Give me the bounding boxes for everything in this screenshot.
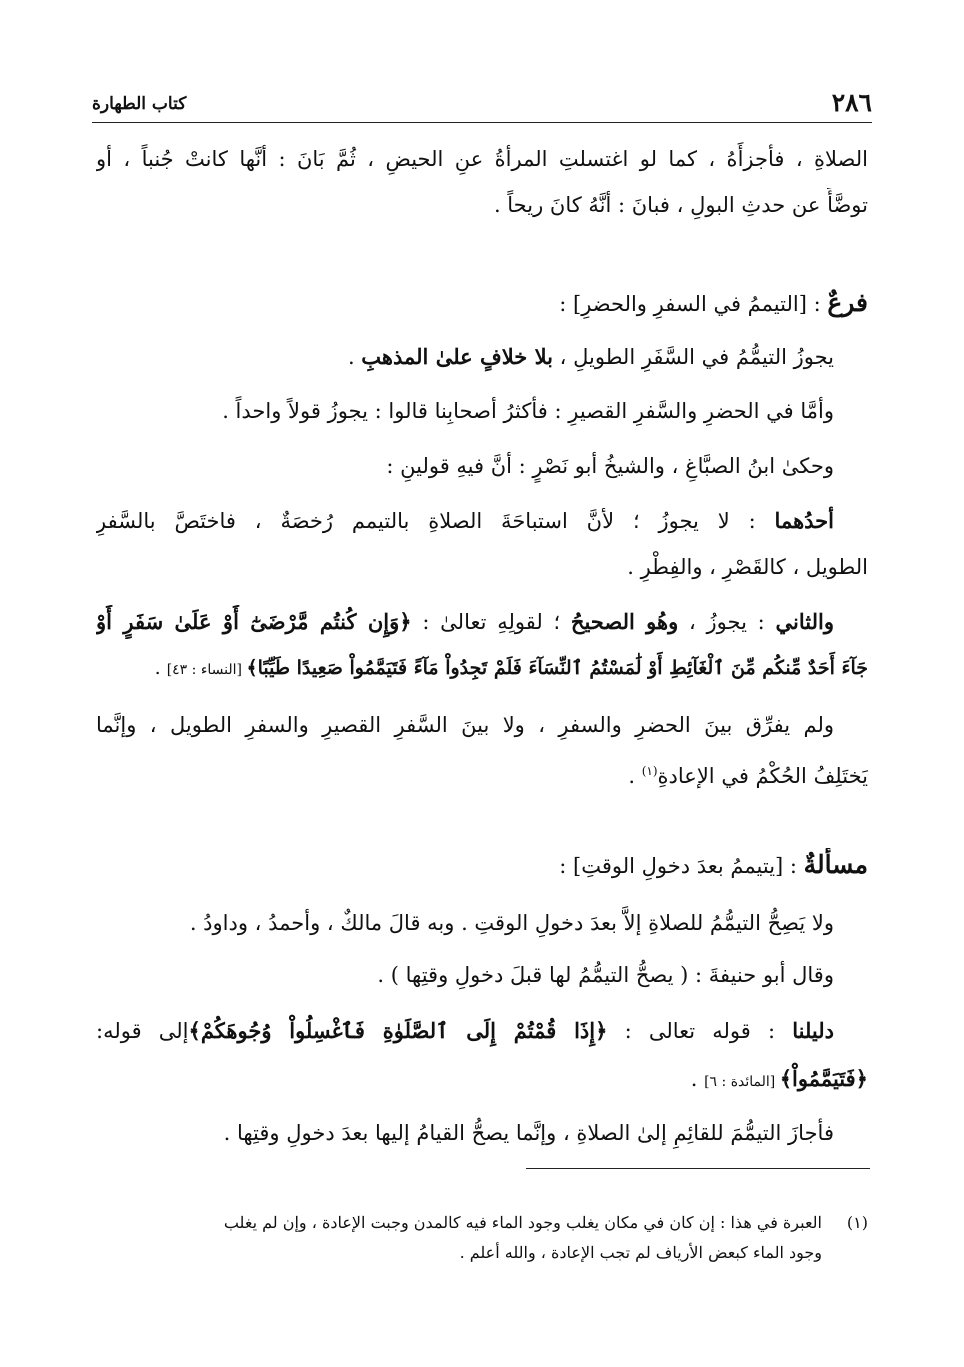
text-run: ولم يفرِّق بينَ الحضرِ والسفرِ ، ولا بينَ السَّفرِ القصيرِ والسفرِ الطويل ، وإنَّما (96, 713, 834, 737)
paragraph-line: الطويل ، كالقَصْرِ ، والفِطْرِ . (627, 555, 868, 579)
section-heading (96, 848, 868, 883)
paragraph-line (96, 504, 868, 538)
paragraph-line (96, 340, 834, 374)
text-run: : لا يجوزُ ؛ لأنَّ استباحَةَ الصلاةِ بالتيمم رُخصَةٌ ، فاختَصَّ بالسَّفرِ (96, 509, 775, 533)
bold-run: وهُو الصحيحُ (570, 609, 679, 634)
paragraph-line: ولا يَصِحُّ التيمُّمُ للصلاةِ إلاَّ بعدَ دخولِ الوقتِ . وبه قالَ مالكٌ ، وأحمدُ ، وداودُ . (189, 911, 834, 935)
running-title: كتاب الطهارة (92, 94, 187, 114)
text-run: ؛ لقولِهِ تعالىٰ : (411, 610, 571, 634)
page-number: ٢٨٦ (831, 88, 872, 117)
footnote-marker: (١) (641, 764, 658, 778)
section-heading (96, 286, 868, 321)
bold-run: بلا خلافٍ علىٰ المذهبِ (361, 344, 553, 369)
text-run: : يجوزُ ، (678, 610, 776, 634)
paragraph-line: وقال أبو حنيفةَ : ( يصحُّ التيمُّمُ لها قبلَ دخولِ وقتِها ) . (377, 963, 834, 987)
text-run: يَختَلِفُ الحُكْمُ في الإعادةِ (657, 764, 868, 788)
paragraph-line: وأمَّا في الحضرِ والسَّفرِ القصيرِ : فأكثرُ أصحابِنا قالوا : يجوزُ قولاً واحداً . (222, 399, 834, 423)
paragraph-line: فأجازَ التيمُّمَ للقائِمِ إلىٰ الصلاةِ ، وإنَّما يصحُّ القيامُ إليها بعدَ دخولِ وقتِها . (223, 1121, 834, 1145)
quran-verse: ﴿وَإِن كُنتُم مَّرْضَىٰٓ أَوْ عَلَىٰ سَفَرٍ أَوْ (96, 609, 412, 634)
text-run: : قوله تعالى : (607, 1019, 793, 1043)
paragraph-line (96, 651, 868, 687)
footnote-divider (526, 1168, 870, 1169)
footnote-line (96, 1210, 868, 1236)
paragraph-line: الصلاةِ ، فأجزأَهُ ، كما لو اغتسلتِ المرأةُ عنِ الحيضِ ، ثُمَّ بَانَ : أنَّها كانتْ جُنباً ، أو (96, 147, 868, 171)
text-run: . (154, 657, 167, 679)
section-title: : [التيممُ في السفرِ والحضرِ] : (559, 292, 828, 316)
section-label: فرعٌ (827, 288, 868, 317)
quran-verse: ﴿إِذَا قُمْتُمْ إِلَى ٱلصَّلَوٰةِ فَٱغْسِلُواْ وُجُوهَكُمْ﴾ (188, 1018, 608, 1043)
bold-run: دليلنا (792, 1018, 834, 1043)
paragraph-line (96, 708, 868, 742)
footnote-text: العبرة في هذا : إن كان في مكان يغلب وجود الماء فيه كالمدن وجبت الإعادة ، وإن لم يغلب (223, 1213, 822, 1232)
text-run: يجوزُ التيمُّمُ في السَّفَرِ الطويلِ ، (552, 345, 834, 369)
paragraph-line (96, 605, 868, 639)
text-run: . (347, 345, 362, 369)
text-run: . (690, 1067, 705, 1091)
paragraph-line (96, 754, 868, 793)
verse-reference: [النساء : ٤٣] (166, 662, 247, 678)
footnote-number: (١) (846, 1213, 868, 1232)
quran-verse: ﴿فَتَيَمَّمُواْ﴾ (779, 1066, 868, 1091)
page-header (92, 88, 872, 123)
paragraph-line (96, 1062, 868, 1099)
paragraph-line: وحكىٰ ابنُ الصبَّاغِ ، والشيخُ أبو نَصْرٍ : أنَّ فيهِ قولينِ : (386, 454, 834, 478)
verse-reference: [المائدة : ٦] (704, 1074, 780, 1090)
section-title: : [يتيممُ بعدَ دخولِ الوقتِ] : (559, 854, 804, 878)
section-label: مسألةٌ (803, 850, 868, 879)
bold-run: والثاني (775, 609, 834, 634)
footnote-line: وجود الماء كبعض الأرياف لم تجب الإعادة ، والله أعلم . (459, 1243, 822, 1262)
text-run: . (628, 764, 642, 788)
quran-verse: جَآءَ أَحَدٌ مِّنكُم مِّنَ ٱلْغَآئِطِ أَوْ لَٰمَسْتُمُ ٱلنِّسَآءَ فَلَمْ تَجِدُواْ مَآءً فَتَيَمَّمُواْ صَعِيدًا طَيِّبًا﴾ (246, 657, 868, 679)
text-run: إلى قوله: (96, 1019, 189, 1043)
bold-run: أحدُهما (774, 508, 834, 533)
paragraph-line (96, 1014, 868, 1048)
paragraph-line: توضَّأَ عن حدثِ البولِ ، فبانَ : أنَّهُ كانَ ريحاً . (493, 193, 868, 217)
